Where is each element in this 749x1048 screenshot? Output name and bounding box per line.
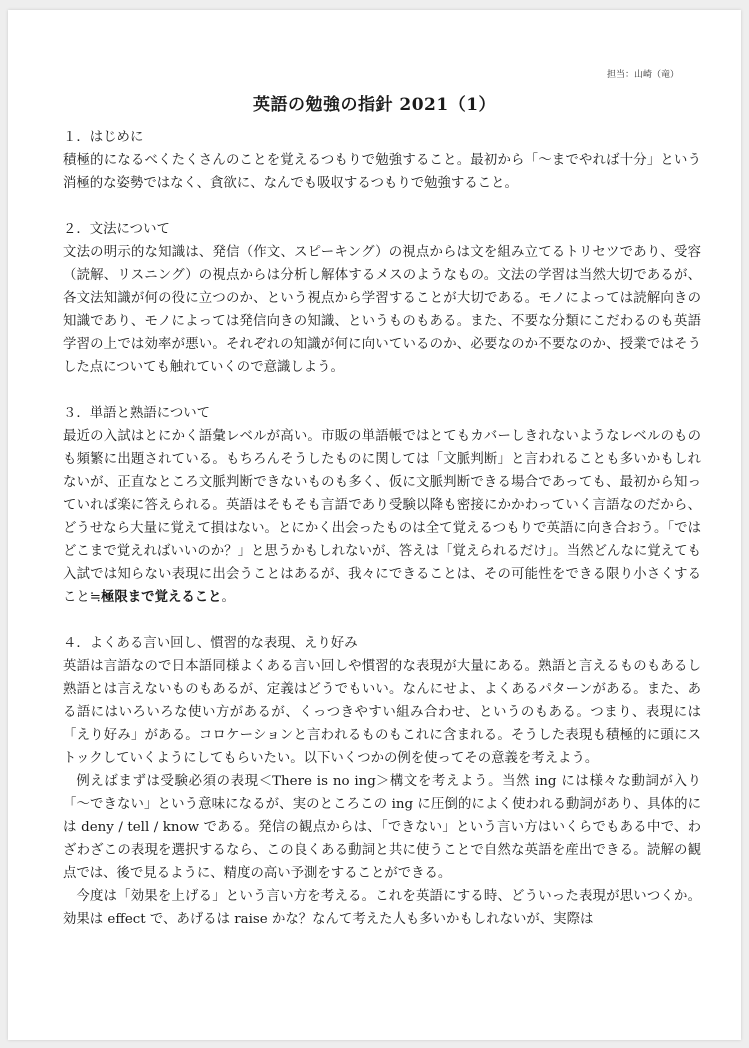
section-3	[63, 402, 701, 609]
author-label: 担当：山崎（竜）	[606, 70, 679, 80]
page-title: 英語の勉強の指針 2021（1）	[252, 95, 497, 115]
section-text: 英語は言語なので日本語同様よくある言い回しや慣習的な表現が大量にある。熟語と言えるものもあるし熟語とは言えないものもあるが、定義はどうでもいい。なんにせよ、よくあるパターンがある。また、ある語にはいろいろな使い方があるが、くっつきやすい組み合わせ、というのもある。つまり、表現には「えり好み」がある。コロケーションと言われるものもこれに含まれる。そうした表現も積極的に頭にストックしていくようにしてもらいたい。以下いくつかの例を使ってその意義を考えよう。	[63, 659, 701, 766]
section-heading: ２．文法について	[63, 222, 170, 237]
section-text: 例えばまずは受験必須の表現＜There is no ing＞構文を考えよう。当然 ing には様々な動詞が入り「～できない」という意味になるが、実のところこの ing に圧倒的によく使われる動詞があり、具体的には deny / tell / know である。発信の観点からは、「できない」という言い方はいくらでもある中で、わざわざこの表現を選択するなら、この良くある動詞と共に使うことで自然な英語を産出できる。読解の観点では、後で見るように、精度の高い予測をすることができる。	[63, 774, 701, 881]
emphasis-text: 極限まで覚えること	[101, 589, 222, 605]
section-text: 文法の明示的な知識は、発信（作文、スピーキング）の視点からは文を組み立てるトリセツであり、受容（読解、リスニング）の視点からは分析し解体するメスのようなもの。文法の学習は当然大切であるが、各文法知識が何の役に立つのか、という視点から学習することが大切である。モノによっては読解向きの知識であり、モノによっては発信向きの知識、というものもある。また、不要な分類にこだわるのも英語学習の上では効率が悪い。それぞれの知識が何に向いているのか、必要なのか不要なのか、授業ではそうした点についても触れていくので意識しよう。	[63, 245, 701, 375]
section-heading: １．はじめに	[63, 130, 144, 145]
section-4	[63, 632, 701, 931]
section-heading: ４．よくある言い回し、慣習的な表現、えり好み	[63, 636, 358, 651]
document-body	[63, 126, 701, 931]
section-2	[63, 218, 701, 379]
document-page	[8, 10, 741, 1040]
section-text: 積極的になるべくたくさんのことを覚えるつもりで勉強すること。最初から「～までやれば十分」という消極的な姿勢ではなく、貪欲に、なんでも吸収するつもりで勉強すること。	[63, 153, 701, 191]
section-heading: ３．単語と熟語について	[63, 406, 211, 421]
section-text: 今度は「効果を上げる」という言い方を考える。これを英語にする時、どういった表現が思いつくか。効果は effect で、あげるは raise かな？なんて考えた人も多いかもしれないが、実際は	[63, 889, 701, 927]
section-1	[63, 126, 701, 195]
section-text: 最近の入試はとにかく語彙レベルが高い。市販の単語帳ではとてもカバーしきれないようなレベルのものも頻繁に出題されている。もちろんそうしたものに関しては「文脈判断」と言われることも多いかもしれないが、正直なところ文脈判断できないものも多く、仮に文脈判断できる場合であっても、最初から知っていれば楽に答えられる。英語はそもそも言語であり受験以降も密接にかかわっていく言語なのだから、どうせなら大量に覚えて損はない。とにかく出会ったものは全て覚えるつもりで英語に向き合おう。「ではどこまで覚えればいいのか？」と思うかもしれないが、答えは「覚えられるだけ」。当然どんなに覚えても入試では知らない表現に出会うことはあるが、我々にできることは、その可能性をできる限り小さくすること≒極限まで覚えること。	[63, 429, 701, 605]
